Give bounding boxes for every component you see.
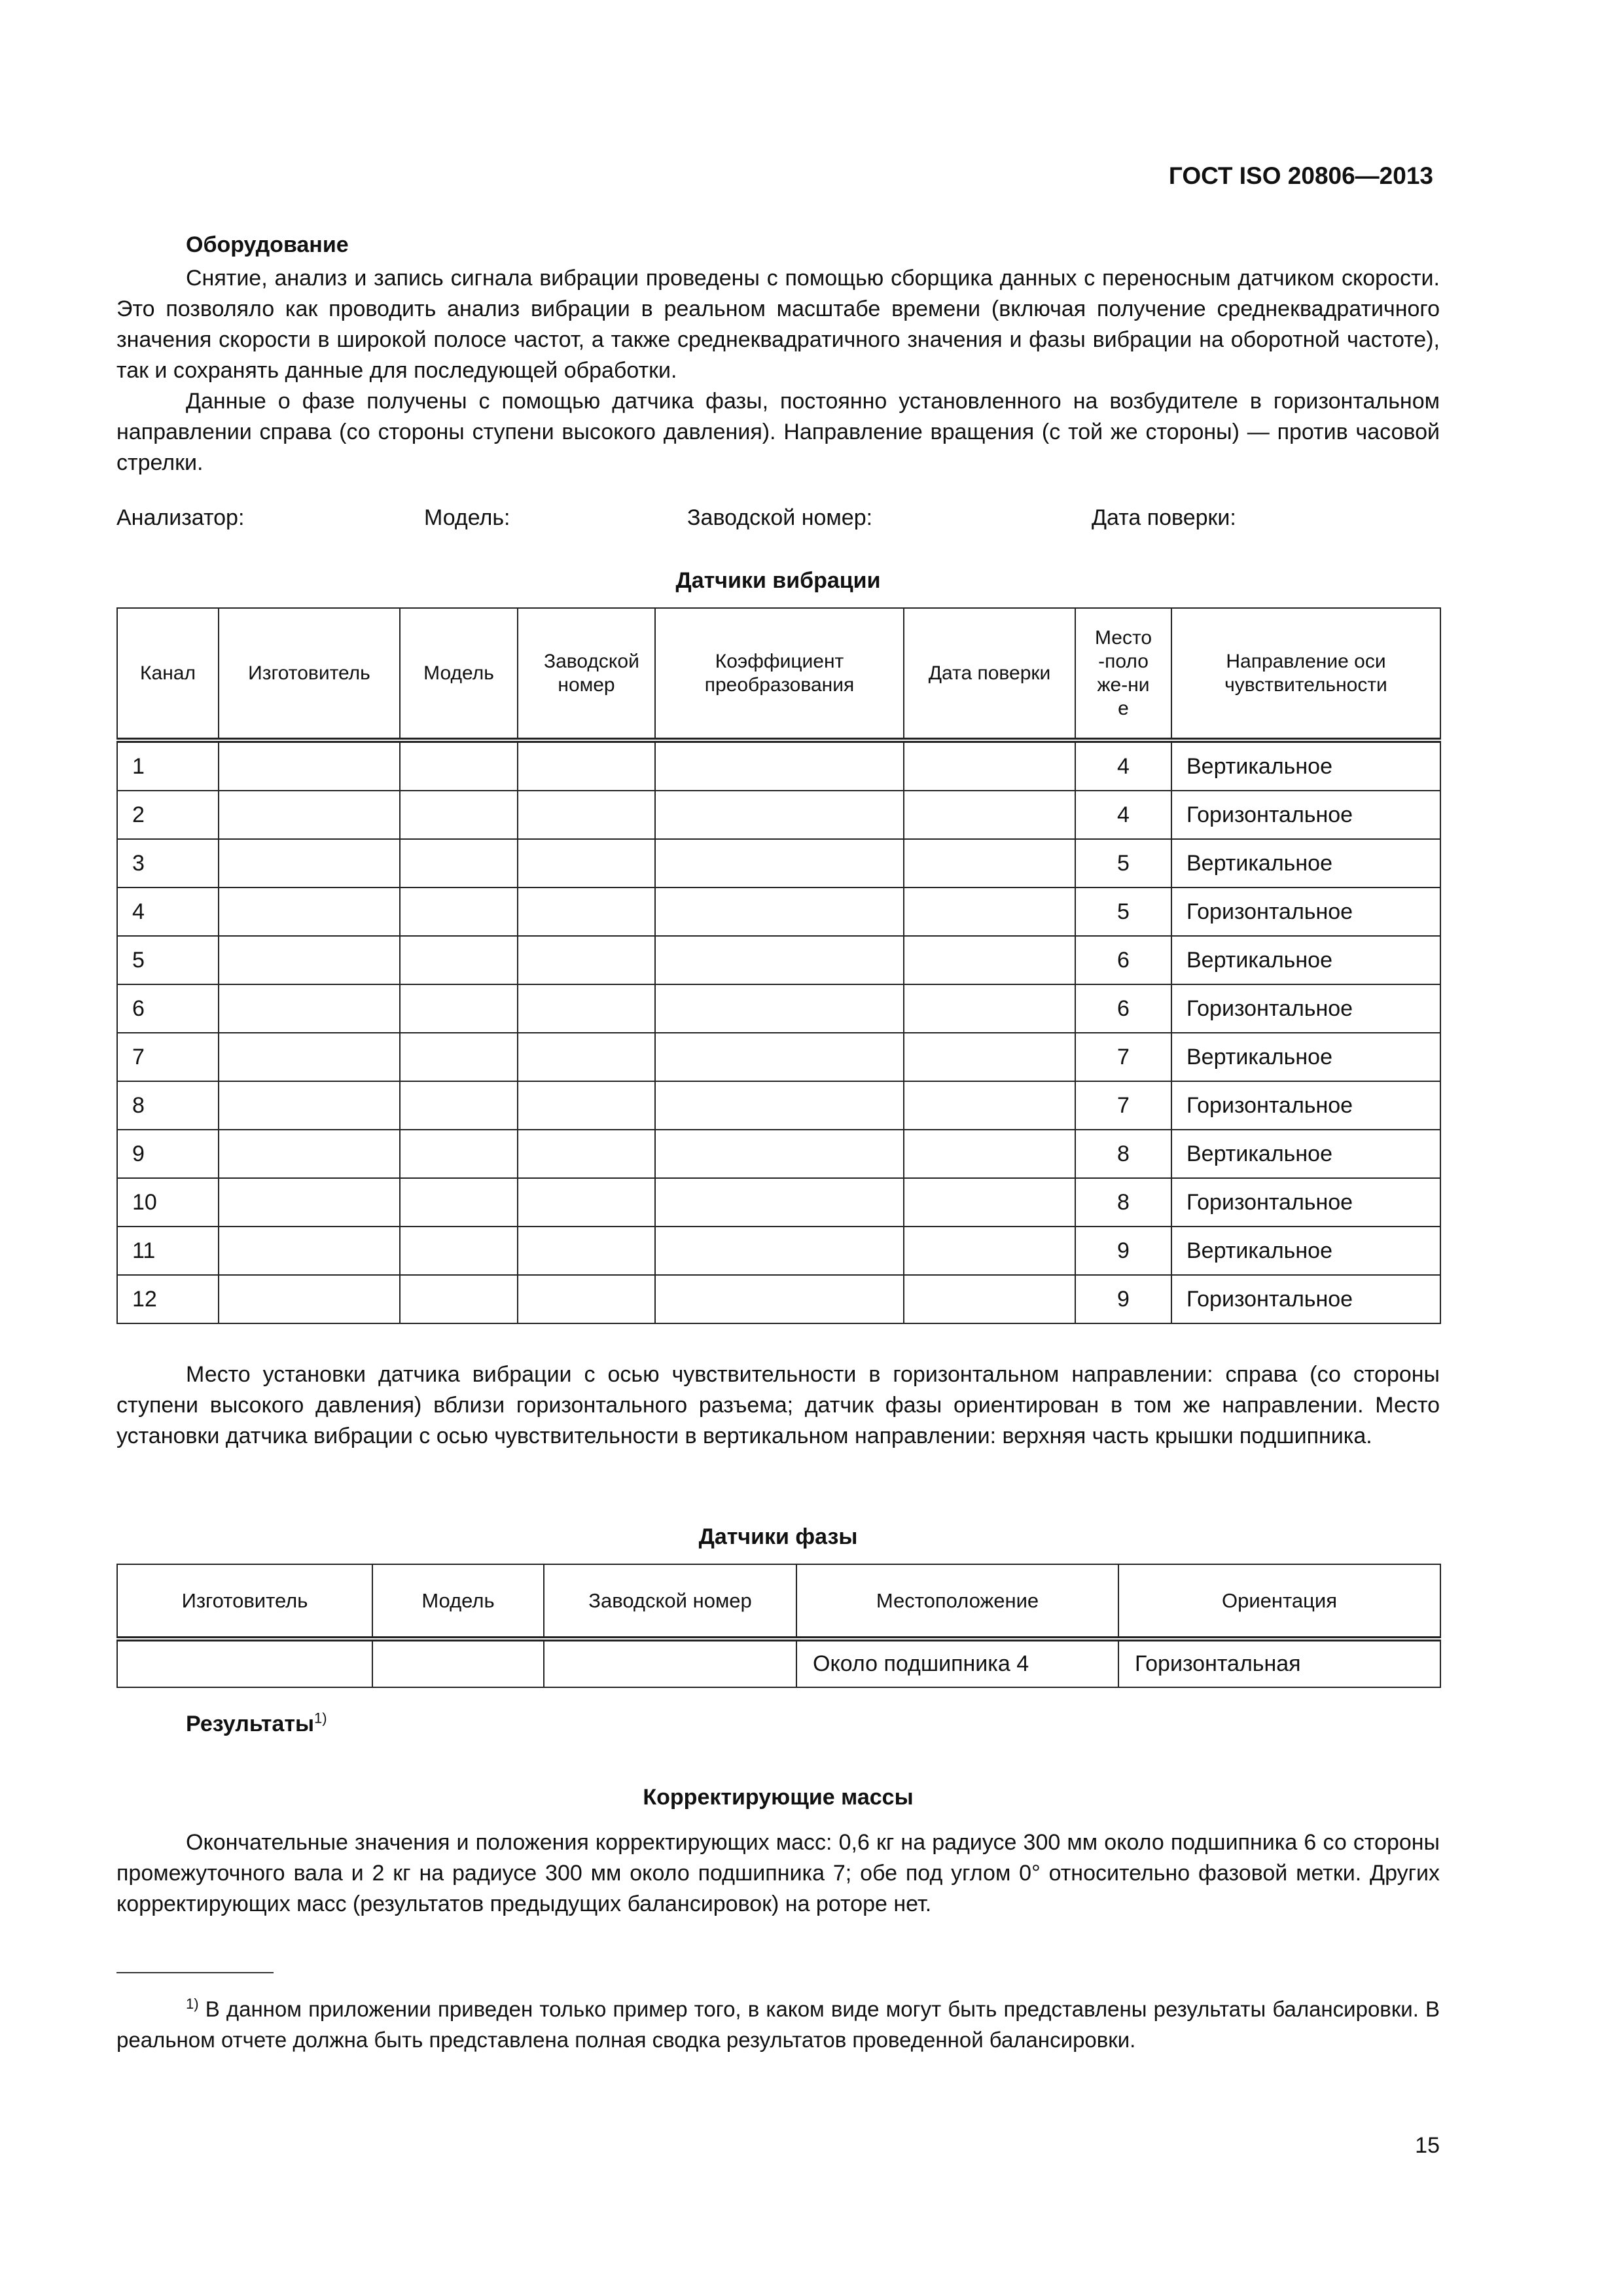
cell-axis: Горизонтальное [1171,1081,1440,1130]
header-coefficient [655,608,904,740]
cell-axis: Горизонтальное [1171,1178,1440,1227]
equipment-paragraph-2 [116,386,1440,478]
model-label: Модель: [424,505,510,530]
table-row [117,1275,1440,1323]
header-model: Модель [400,608,518,740]
table-row [117,984,1440,1033]
cell-location: Около подшипника 4 [796,1639,1118,1687]
cell-serial [518,1081,655,1130]
cell-axis: Горизонтальное [1171,888,1440,936]
cell-coefficient [655,1130,904,1178]
cell-axis: Вертикальное [1171,1227,1440,1275]
cell-calibration [904,1227,1075,1275]
table-row [117,1639,1440,1687]
cell-model [400,936,518,984]
cell-axis: Вертикальное [1171,1130,1440,1178]
cell-channel: 1 [117,740,219,791]
equipment-paragraph-1-text: Снятие, анализ и запись сигнала вибрации проведены с помощью сборщика данных с переносным датчиком скорости. Это позволяло как проводить анализ вибрации в реальном масштабе времени (включая получение среднеквадратичного значения скорости в широкой полосе частот, а также среднеквадратичного значения и фазы вибрации на оборотной частоте), так и сохранять данные для последующей обработки. [116,266,1440,383]
cell-calibration [904,1081,1075,1130]
cell-coefficient [655,1081,904,1130]
header-manufacturer: Изготовитель [219,608,400,740]
cell-model [400,888,518,936]
cell-axis: Горизонтальное [1171,791,1440,839]
serial-number-label: Заводской номер: [687,505,873,530]
cell-axis: Вертикальное [1171,740,1440,791]
document-number: ГОСТ ISO 20806—2013 [1168,162,1433,189]
cell-location: 7 [1075,1081,1171,1130]
phase-sensors-caption: Датчики фазы [698,1524,858,1549]
cell-location: 5 [1075,888,1171,936]
cell-serial [518,888,655,936]
cell-serial [544,1639,796,1687]
cell-location: 5 [1075,839,1171,888]
cell-serial [518,740,655,791]
cell-calibration [904,1033,1075,1081]
table-header-row [117,1564,1440,1639]
cell-coefficient [655,1275,904,1323]
cell-axis: Горизонтальное [1171,984,1440,1033]
footnote-separator [116,1972,274,1973]
cell-channel: 5 [117,936,219,984]
table-row [117,1178,1440,1227]
cell-calibration [904,936,1075,984]
header-channel: Канал [117,608,219,740]
analyzer-label: Анализатор: [116,505,245,530]
table-row [117,936,1440,984]
calibration-date-label: Дата поверки: [1092,505,1236,530]
cell-model [400,984,518,1033]
cell-coefficient [655,1227,904,1275]
cell-location: 6 [1075,984,1171,1033]
cell-channel: 4 [117,888,219,936]
equipment-paragraph-1 [116,263,1440,386]
cell-manufacturer [219,936,400,984]
cell-coefficient [655,888,904,936]
table-row [117,1033,1440,1081]
placement-note-text: Место установки датчика вибрации с осью чувствительности в горизонтальном направлении: справа (со стороны ступени высокого давления) вблизи горизонтального разъема; датчик фазы ориентирован в том же направлении. Место установки датчика вибрации с осью чувствительности в вертикальном направлении: верхняя часть крышки подшипника. [116,1362,1440,1448]
cell-axis: Вертикальное [1171,839,1440,888]
header-location [1075,608,1171,740]
cell-axis: Вертикальное [1171,936,1440,984]
cell-serial [518,1275,655,1323]
cell-channel: 11 [117,1227,219,1275]
cell-calibration [904,1275,1075,1323]
cell-coefficient [655,791,904,839]
cell-channel: 3 [117,839,219,888]
cell-channel: 2 [117,791,219,839]
cell-serial [518,1130,655,1178]
cell-calibration [904,791,1075,839]
cell-serial [518,1227,655,1275]
table-header-row [117,608,1440,740]
header-location: Местоположение [796,1564,1118,1639]
table-row [117,1227,1440,1275]
cell-location: 4 [1075,740,1171,791]
cell-model [372,1639,544,1687]
header-sensitivity-axis [1171,608,1440,740]
results-heading [186,1712,327,1737]
cell-calibration [904,888,1075,936]
cell-coefficient [655,1178,904,1227]
header-sensitivity-axis-text: Направление оси чувствительности [1224,650,1387,696]
cell-location: 6 [1075,936,1171,984]
cell-channel: 10 [117,1178,219,1227]
table-row [117,839,1440,888]
cell-calibration [904,1130,1075,1178]
cell-manufacturer [219,888,400,936]
cell-calibration [904,740,1075,791]
cell-manufacturer [219,1081,400,1130]
cell-model [400,1178,518,1227]
cell-model [400,1081,518,1130]
results-heading-text: Результаты [186,1712,315,1736]
cell-manufacturer [219,1033,400,1081]
cell-orientation: Горизонтальная [1118,1639,1440,1687]
header-orientation: Ориентация [1118,1564,1440,1639]
cell-channel: 7 [117,1033,219,1081]
vibration-sensors-table [116,607,1441,1324]
header-serial-number: Заводской номер [544,1564,796,1639]
cell-model [400,1130,518,1178]
header-coefficient-text: Коэффициент преобразования [704,650,855,696]
cell-axis: Вертикальное [1171,1033,1440,1081]
cell-model [400,839,518,888]
cell-model [400,1033,518,1081]
table-row [117,888,1440,936]
cell-serial [518,984,655,1033]
cell-serial [518,1178,655,1227]
placement-note [116,1359,1440,1452]
cell-channel: 9 [117,1130,219,1178]
cell-location: 9 [1075,1275,1171,1323]
cell-coefficient [655,984,904,1033]
footnote [116,1994,1440,2055]
header-location-text: Место-положе-ние [1094,626,1152,719]
cell-channel: 8 [117,1081,219,1130]
cell-manufacturer [219,1178,400,1227]
cell-model [400,791,518,839]
vibration-sensors-caption: Датчики вибрации [675,568,881,593]
cell-manufacturer [219,1275,400,1323]
cell-location: 8 [1075,1178,1171,1227]
cell-coefficient [655,936,904,984]
correction-masses-heading: Корректирующие массы [643,1785,914,1810]
table-row [117,791,1440,839]
header-calibration-date: Дата поверки [904,608,1075,740]
cell-calibration [904,984,1075,1033]
cell-calibration [904,839,1075,888]
cell-manufacturer [219,839,400,888]
page-number: 15 [1415,2133,1440,2158]
correction-masses-text [116,1827,1440,1920]
table-row [117,740,1440,791]
footnote-mark: 1) [186,1996,199,2012]
cell-manufacturer [219,791,400,839]
footnote-text: В данном приложении приведен только пример того, в каком виде могут быть представлены результаты балансировки. В реальном отчете должна быть представлена полная сводка результатов проведенной балансировки. [116,1997,1440,2052]
cell-location: 4 [1075,791,1171,839]
cell-location: 7 [1075,1033,1171,1081]
cell-manufacturer [117,1639,372,1687]
cell-manufacturer [219,1227,400,1275]
cell-location: 9 [1075,1227,1171,1275]
cell-channel: 6 [117,984,219,1033]
cell-manufacturer [219,984,400,1033]
header-serial-number-text: Заводской номер [544,650,639,696]
cell-coefficient [655,839,904,888]
cell-serial [518,936,655,984]
cell-manufacturer [219,740,400,791]
cell-channel: 12 [117,1275,219,1323]
cell-model [400,1227,518,1275]
correction-masses-text-body: Окончательные значения и положения корректирующих масс: 0,6 кг на радиусе 300 мм около подшипника 6 со стороны промежуточного вала и 2 кг на радиусе 300 мм около подшипника 7; обе под углом 0° относительно фазовой метки. Других корректирующих масс (результатов предыдущих балансировок) на роторе нет. [116,1830,1440,1916]
cell-serial [518,839,655,888]
header-model: Модель [372,1564,544,1639]
cell-serial [518,1033,655,1081]
equipment-heading: Оборудование [186,232,349,257]
cell-calibration [904,1178,1075,1227]
table-row [117,1130,1440,1178]
cell-coefficient [655,740,904,791]
cell-model [400,1275,518,1323]
header-manufacturer: Изготовитель [117,1564,372,1639]
cell-serial [518,791,655,839]
equipment-paragraph-2-text: Данные о фазе получены с помощью датчика фазы, постоянно установленного на возбудителе в горизонтальном направлении справа (со стороны ступени высокого давления). Направление вращения (с той же стороны) — против часовой стрелки. [116,389,1440,475]
cell-axis: Горизонтальное [1171,1275,1440,1323]
cell-model [400,740,518,791]
cell-coefficient [655,1033,904,1081]
table-row [117,1081,1440,1130]
header-serial-number [518,608,655,740]
cell-manufacturer [219,1130,400,1178]
phase-sensors-table [116,1564,1441,1688]
footnote-reference: 1) [314,1710,327,1727]
cell-location: 8 [1075,1130,1171,1178]
